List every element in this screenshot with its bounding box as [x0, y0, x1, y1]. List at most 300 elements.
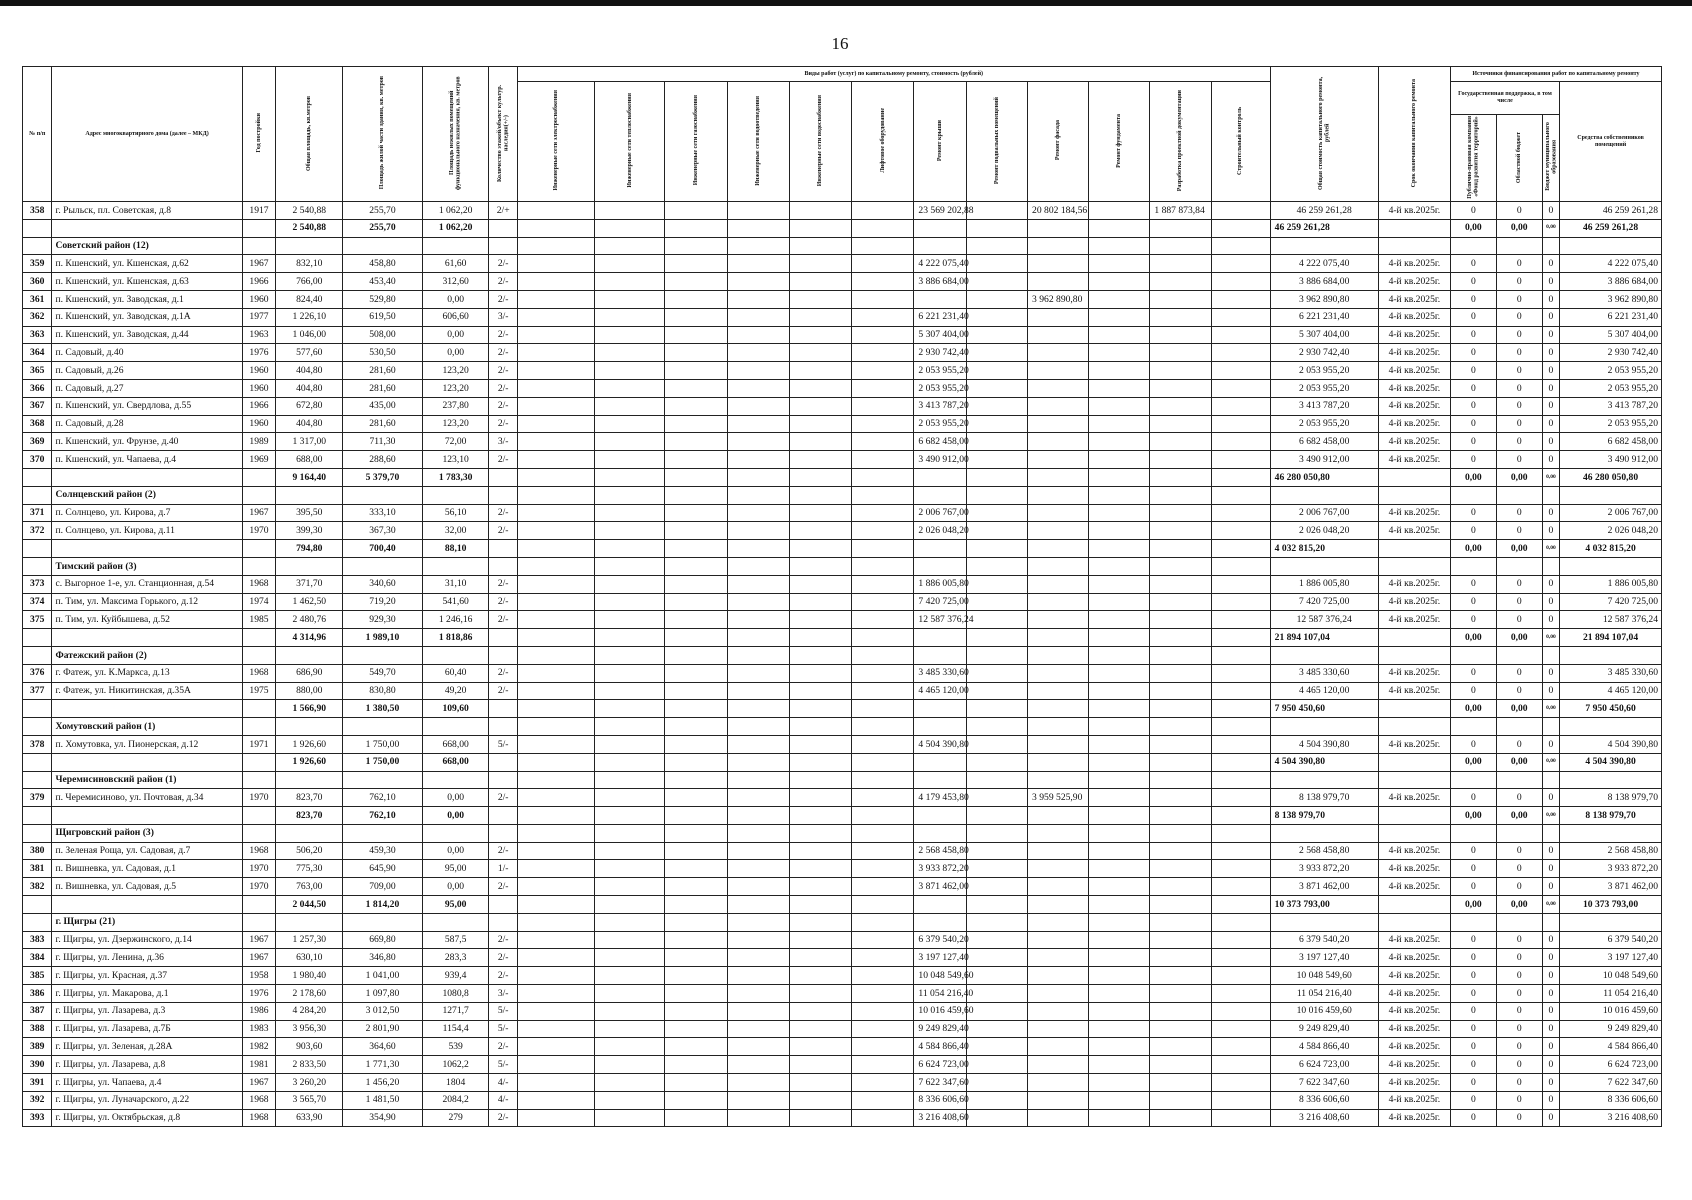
row-regional: 0	[1496, 255, 1542, 273]
table-row	[23, 397, 1662, 415]
header-work-elevator: Лифтовое оборудование	[852, 82, 914, 202]
row-deadline: 4-й кв.2025г.	[1378, 1056, 1450, 1074]
row-work-basement	[966, 433, 1027, 451]
subtotal-fund: 0,00	[1450, 807, 1496, 825]
row-address: г. Щигры, ул. Лазарева, д.3	[52, 1002, 242, 1020]
row-address: г. Щигры, ул. Зеленая, д.28А	[52, 1038, 242, 1056]
subtotal-total-area: 1 926,60	[276, 753, 343, 771]
row-total-cost: 4 465 120,00	[1270, 682, 1378, 700]
row-nonres-area: 72,00	[422, 433, 489, 451]
empty-cell	[1450, 646, 1496, 664]
row-number: 374	[23, 593, 52, 611]
subtotal-cost: 4 032 815,20	[1270, 540, 1378, 558]
empty-cell	[1150, 237, 1211, 255]
row-work-basement	[966, 985, 1027, 1003]
row-regional: 0	[1496, 967, 1542, 985]
row-deadline: 4-й кв.2025г.	[1378, 290, 1450, 308]
row-municipal: 0	[1542, 397, 1559, 415]
row-work-drainage	[727, 1056, 789, 1074]
empty-cell	[517, 219, 595, 237]
row-work-foundation	[1089, 290, 1150, 308]
row-work-basement	[966, 1074, 1027, 1092]
row-work-elevator	[852, 664, 914, 682]
row-municipal: 0	[1542, 255, 1559, 273]
empty-cell	[422, 557, 489, 575]
row-regional: 0	[1496, 611, 1542, 629]
row-living-area: 619,50	[343, 308, 423, 326]
empty-cell	[422, 237, 489, 255]
empty-cell	[727, 896, 789, 914]
row-work-drainage	[727, 1020, 789, 1038]
row-fund: 0	[1450, 664, 1496, 682]
num-cell	[23, 646, 52, 664]
row-work-water	[789, 593, 851, 611]
row-work-roof: 23 569 202,88	[914, 202, 966, 220]
deadline-cell	[1378, 540, 1450, 558]
row-total-cost: 3 933 872,20	[1270, 860, 1378, 878]
row-work-basement	[966, 326, 1027, 344]
row-address: п. Солнцево, ул. Кирова, д.11	[52, 522, 242, 540]
row-nonres-area: 606,60	[422, 308, 489, 326]
row-total-cost: 3 962 890,80	[1270, 290, 1378, 308]
row-work-electric	[517, 789, 595, 807]
header-deadline: Срок окончания капитального ремонта	[1378, 67, 1450, 202]
row-work-water	[789, 985, 851, 1003]
row-municipal: 0	[1542, 575, 1559, 593]
row-address: г. Щигры, ул. Красная, д.37	[52, 967, 242, 985]
row-year: 1968	[242, 575, 276, 593]
empty-cell	[595, 753, 665, 771]
empty-cell	[789, 700, 851, 718]
empty-cell	[1089, 557, 1150, 575]
row-regional: 0	[1496, 682, 1542, 700]
row-year: 1966	[242, 397, 276, 415]
subtotal-total-area: 1 566,90	[276, 700, 343, 718]
subtotal-nonres-area: 1 783,30	[422, 468, 489, 486]
row-regional: 0	[1496, 522, 1542, 540]
row-work-gas	[665, 379, 727, 397]
row-work-water	[789, 735, 851, 753]
row-living-area: 549,70	[343, 664, 423, 682]
row-fund: 0	[1450, 379, 1496, 397]
page-bottom-edge	[0, 1186, 1692, 1200]
subtotal-owners: 4 032 815,20	[1560, 540, 1662, 558]
empty-cell	[1270, 237, 1378, 255]
row-floors: 3/-	[489, 308, 517, 326]
header-floors: Количество этажей/объект культур. наследия(+/-)	[489, 67, 517, 202]
empty-cell	[789, 753, 851, 771]
row-owners: 5 307 404,00	[1560, 326, 1662, 344]
district-name: Советский район (12)	[52, 237, 242, 255]
empty-cell	[852, 486, 914, 504]
row-work-electric	[517, 451, 595, 469]
subtotal-owners: 10 373 793,00	[1560, 896, 1662, 914]
row-work-electric	[517, 1002, 595, 1020]
row-deadline: 4-й кв.2025г.	[1378, 433, 1450, 451]
row-living-area: 281,60	[343, 362, 423, 380]
row-work-project	[1150, 1056, 1211, 1074]
subtotal-fund: 0,00	[1450, 700, 1496, 718]
row-living-area: 333,10	[343, 504, 423, 522]
header-owners: Средства собственников помещений	[1560, 82, 1662, 202]
subtotal-municipal: 0,00	[1542, 629, 1559, 647]
table-body	[23, 202, 1662, 1127]
row-work-gas	[665, 451, 727, 469]
row-fund: 0	[1450, 985, 1496, 1003]
row-work-drainage	[727, 949, 789, 967]
row-municipal: 0	[1542, 1020, 1559, 1038]
row-year: 1970	[242, 878, 276, 896]
row-work-drainage	[727, 1074, 789, 1092]
row-work-roof: 10 016 459,60	[914, 1002, 966, 1020]
row-deadline: 4-й кв.2025г.	[1378, 1074, 1450, 1092]
empty-cell	[1089, 807, 1150, 825]
row-work-basement	[966, 967, 1027, 985]
row-work-gas	[665, 611, 727, 629]
row-owners: 6 682 458,00	[1560, 433, 1662, 451]
empty-cell	[1089, 913, 1150, 931]
row-work-water	[789, 290, 851, 308]
row-work-elevator	[852, 255, 914, 273]
row-work-elevator	[852, 967, 914, 985]
row-work-project	[1150, 949, 1211, 967]
row-work-foundation	[1089, 1109, 1150, 1127]
empty-cell	[665, 824, 727, 842]
empty-cell	[595, 718, 665, 736]
empty-cell	[276, 557, 343, 575]
row-work-heat	[595, 522, 665, 540]
row-fund: 0	[1450, 202, 1496, 220]
row-number: 380	[23, 842, 52, 860]
row-fund: 0	[1450, 1091, 1496, 1109]
row-work-control	[1211, 789, 1270, 807]
subtotal-regional: 0,00	[1496, 219, 1542, 237]
row-work-heat	[595, 202, 665, 220]
empty-cell	[489, 646, 517, 664]
deadline-cell	[1378, 753, 1450, 771]
row-living-area: 435,00	[343, 397, 423, 415]
header-nonres-area: Площадь нежилых помещений функционального назначения, кв. метров	[422, 67, 489, 202]
row-work-facade: 3 959 525,90	[1028, 789, 1089, 807]
row-work-control	[1211, 202, 1270, 220]
empty-cell	[1089, 237, 1150, 255]
empty-cell	[789, 468, 851, 486]
row-work-electric	[517, 682, 595, 700]
row-work-electric	[517, 575, 595, 593]
row-work-control	[1211, 415, 1270, 433]
row-municipal: 0	[1542, 949, 1559, 967]
empty-cell	[489, 824, 517, 842]
empty-cell	[276, 237, 343, 255]
row-work-electric	[517, 522, 595, 540]
row-total-area: 903,60	[276, 1038, 343, 1056]
row-living-area: 762,10	[343, 789, 423, 807]
row-nonres-area: 668,00	[422, 735, 489, 753]
row-work-foundation	[1089, 878, 1150, 896]
row-work-drainage	[727, 682, 789, 700]
empty-cell	[966, 896, 1027, 914]
row-work-control	[1211, 1109, 1270, 1127]
row-municipal: 0	[1542, 379, 1559, 397]
row-floors: 3/-	[489, 433, 517, 451]
row-work-heat	[595, 415, 665, 433]
row-work-facade	[1028, 878, 1089, 896]
empty-cell	[966, 700, 1027, 718]
address-cell	[52, 219, 242, 237]
empty-cell	[727, 771, 789, 789]
row-municipal: 0	[1542, 290, 1559, 308]
empty-cell	[422, 718, 489, 736]
row-regional: 0	[1496, 308, 1542, 326]
row-work-water	[789, 1074, 851, 1092]
row-fund: 0	[1450, 290, 1496, 308]
row-year: 1968	[242, 664, 276, 682]
subtotal-owners: 21 894 107,04	[1560, 629, 1662, 647]
row-work-gas	[665, 967, 727, 985]
row-work-control	[1211, 611, 1270, 629]
row-floors: 2/-	[489, 451, 517, 469]
row-work-water	[789, 308, 851, 326]
row-work-electric	[517, 735, 595, 753]
row-work-project	[1150, 1091, 1211, 1109]
row-work-project	[1150, 504, 1211, 522]
empty-cell	[489, 237, 517, 255]
table-row	[23, 362, 1662, 380]
empty-cell	[665, 700, 727, 718]
empty-cell	[1450, 771, 1496, 789]
row-work-facade	[1028, 326, 1089, 344]
row-total-area: 404,80	[276, 362, 343, 380]
row-work-project	[1150, 1038, 1211, 1056]
subtotal-municipal: 0,00	[1542, 540, 1559, 558]
row-total-cost: 3 490 912,00	[1270, 451, 1378, 469]
row-number: 391	[23, 1074, 52, 1092]
row-municipal: 0	[1542, 789, 1559, 807]
empty-cell	[914, 807, 966, 825]
row-year: 1970	[242, 522, 276, 540]
row-regional: 0	[1496, 1109, 1542, 1127]
row-work-foundation	[1089, 273, 1150, 291]
row-living-area: 1 750,00	[343, 735, 423, 753]
subtotal-nonres-area: 1 062,20	[422, 219, 489, 237]
row-floors: 2/-	[489, 789, 517, 807]
header-work-foundation: Ремонт фундамента	[1089, 82, 1150, 202]
district-row	[23, 771, 1662, 789]
row-municipal: 0	[1542, 326, 1559, 344]
empty-cell	[966, 629, 1027, 647]
row-deadline: 4-й кв.2025г.	[1378, 860, 1450, 878]
row-total-cost: 4 584 866,40	[1270, 1038, 1378, 1056]
row-work-basement	[966, 451, 1027, 469]
row-work-basement	[966, 664, 1027, 682]
empty-cell	[1270, 646, 1378, 664]
row-municipal: 0	[1542, 308, 1559, 326]
row-regional: 0	[1496, 397, 1542, 415]
row-year: 1968	[242, 842, 276, 860]
empty-cell	[727, 718, 789, 736]
row-work-facade	[1028, 1056, 1089, 1074]
row-deadline: 4-й кв.2025г.	[1378, 735, 1450, 753]
empty-cell	[1560, 824, 1662, 842]
subtotal-living-area: 762,10	[343, 807, 423, 825]
row-work-control	[1211, 575, 1270, 593]
empty-cell	[852, 753, 914, 771]
row-work-roof: 3 197 127,40	[914, 949, 966, 967]
row-total-area: 1 226,10	[276, 308, 343, 326]
num-cell	[23, 540, 52, 558]
empty-cell	[242, 486, 276, 504]
subtotal-fund: 0,00	[1450, 896, 1496, 914]
row-fund: 0	[1450, 593, 1496, 611]
row-work-project	[1150, 1074, 1211, 1092]
empty-cell	[595, 771, 665, 789]
empty-cell	[489, 557, 517, 575]
empty-cell	[914, 896, 966, 914]
empty-cell	[1542, 771, 1559, 789]
row-work-elevator	[852, 735, 914, 753]
row-living-area: 1 041,00	[343, 967, 423, 985]
table-row	[23, 664, 1662, 682]
empty-cell	[517, 718, 595, 736]
row-municipal: 0	[1542, 362, 1559, 380]
row-work-roof: 8 336 606,60	[914, 1091, 966, 1109]
header-state-support: Государственная поддержка, в том числе	[1450, 82, 1559, 115]
row-municipal: 0	[1542, 985, 1559, 1003]
row-deadline: 4-й кв.2025г.	[1378, 308, 1450, 326]
row-living-area: 354,90	[343, 1109, 423, 1127]
row-work-basement	[966, 1038, 1027, 1056]
row-total-cost: 3 216 408,60	[1270, 1109, 1378, 1127]
row-total-area: 672,80	[276, 397, 343, 415]
row-work-roof: 3 413 787,20	[914, 397, 966, 415]
row-work-heat	[595, 433, 665, 451]
row-fund: 0	[1450, 611, 1496, 629]
row-work-basement	[966, 1056, 1027, 1074]
row-work-drainage	[727, 593, 789, 611]
row-address: г. Фатеж, ул. К.Маркса, д.13	[52, 664, 242, 682]
row-total-cost: 6 221 231,40	[1270, 308, 1378, 326]
empty-cell	[1450, 913, 1496, 931]
row-total-area: 1 980,40	[276, 967, 343, 985]
empty-cell	[665, 753, 727, 771]
row-work-drainage	[727, 379, 789, 397]
row-address: п. Солнцево, ул. Кирова, д.7	[52, 504, 242, 522]
row-work-control	[1211, 878, 1270, 896]
empty-cell	[727, 219, 789, 237]
row-work-project	[1150, 362, 1211, 380]
row-work-heat	[595, 664, 665, 682]
empty-cell	[727, 629, 789, 647]
empty-cell	[1028, 219, 1089, 237]
empty-cell	[1496, 486, 1542, 504]
row-work-basement	[966, 575, 1027, 593]
deadline-cell	[1378, 629, 1450, 647]
year-cell	[242, 629, 276, 647]
row-number: 368	[23, 415, 52, 433]
row-fund: 0	[1450, 522, 1496, 540]
row-owners: 3 485 330,60	[1560, 664, 1662, 682]
row-work-drainage	[727, 202, 789, 220]
row-work-foundation	[1089, 415, 1150, 433]
empty-cell	[727, 913, 789, 931]
row-work-facade	[1028, 344, 1089, 362]
row-owners: 6 221 231,40	[1560, 308, 1662, 326]
row-regional: 0	[1496, 202, 1542, 220]
row-year: 1976	[242, 985, 276, 1003]
year-cell	[242, 540, 276, 558]
row-work-heat	[595, 931, 665, 949]
row-fund: 0	[1450, 789, 1496, 807]
row-total-cost: 2 568 458,80	[1270, 842, 1378, 860]
empty-cell	[1496, 646, 1542, 664]
row-deadline: 4-й кв.2025г.	[1378, 967, 1450, 985]
row-owners: 2 053 955,20	[1560, 362, 1662, 380]
empty-cell	[1028, 540, 1089, 558]
row-work-elevator	[852, 878, 914, 896]
row-work-electric	[517, 1074, 595, 1092]
row-work-heat	[595, 593, 665, 611]
row-work-facade	[1028, 664, 1089, 682]
empty-cell	[1211, 753, 1270, 771]
empty-cell	[665, 629, 727, 647]
subtotal-total-area: 4 314,96	[276, 629, 343, 647]
row-fund: 0	[1450, 949, 1496, 967]
row-work-elevator	[852, 415, 914, 433]
row-deadline: 4-й кв.2025г.	[1378, 504, 1450, 522]
row-work-elevator	[852, 1038, 914, 1056]
row-nonres-area: 1080,8	[422, 985, 489, 1003]
subtotal-total-area: 823,70	[276, 807, 343, 825]
num-cell	[23, 237, 52, 255]
row-work-water	[789, 1056, 851, 1074]
empty-cell	[1089, 700, 1150, 718]
row-year: 1960	[242, 379, 276, 397]
row-address: г. Щигры, ул. Дзержинского, д.14	[52, 931, 242, 949]
empty-cell	[789, 646, 851, 664]
row-work-roof: 4 504 390,80	[914, 735, 966, 753]
subtotal-living-area: 255,70	[343, 219, 423, 237]
row-fund: 0	[1450, 255, 1496, 273]
empty-cell	[517, 700, 595, 718]
row-number: 365	[23, 362, 52, 380]
row-work-gas	[665, 664, 727, 682]
row-regional: 0	[1496, 504, 1542, 522]
district-name: Солнцевский район (2)	[52, 486, 242, 504]
row-work-control	[1211, 1091, 1270, 1109]
empty-cell	[1150, 468, 1211, 486]
row-work-control	[1211, 326, 1270, 344]
row-work-roof: 2 930 742,40	[914, 344, 966, 362]
empty-cell	[966, 540, 1027, 558]
empty-cell	[852, 646, 914, 664]
empty-cell	[1496, 913, 1542, 931]
empty-cell	[595, 486, 665, 504]
row-work-water	[789, 344, 851, 362]
row-number: 382	[23, 878, 52, 896]
row-municipal: 0	[1542, 522, 1559, 540]
subtotal-living-area: 1 380,50	[343, 700, 423, 718]
row-deadline: 4-й кв.2025г.	[1378, 451, 1450, 469]
empty-cell	[489, 629, 517, 647]
row-work-electric	[517, 397, 595, 415]
row-work-foundation	[1089, 611, 1150, 629]
row-work-electric	[517, 878, 595, 896]
row-work-heat	[595, 1074, 665, 1092]
deadline-cell	[1378, 896, 1450, 914]
row-work-water	[789, 397, 851, 415]
row-deadline: 4-й кв.2025г.	[1378, 326, 1450, 344]
row-total-area: 633,90	[276, 1109, 343, 1127]
